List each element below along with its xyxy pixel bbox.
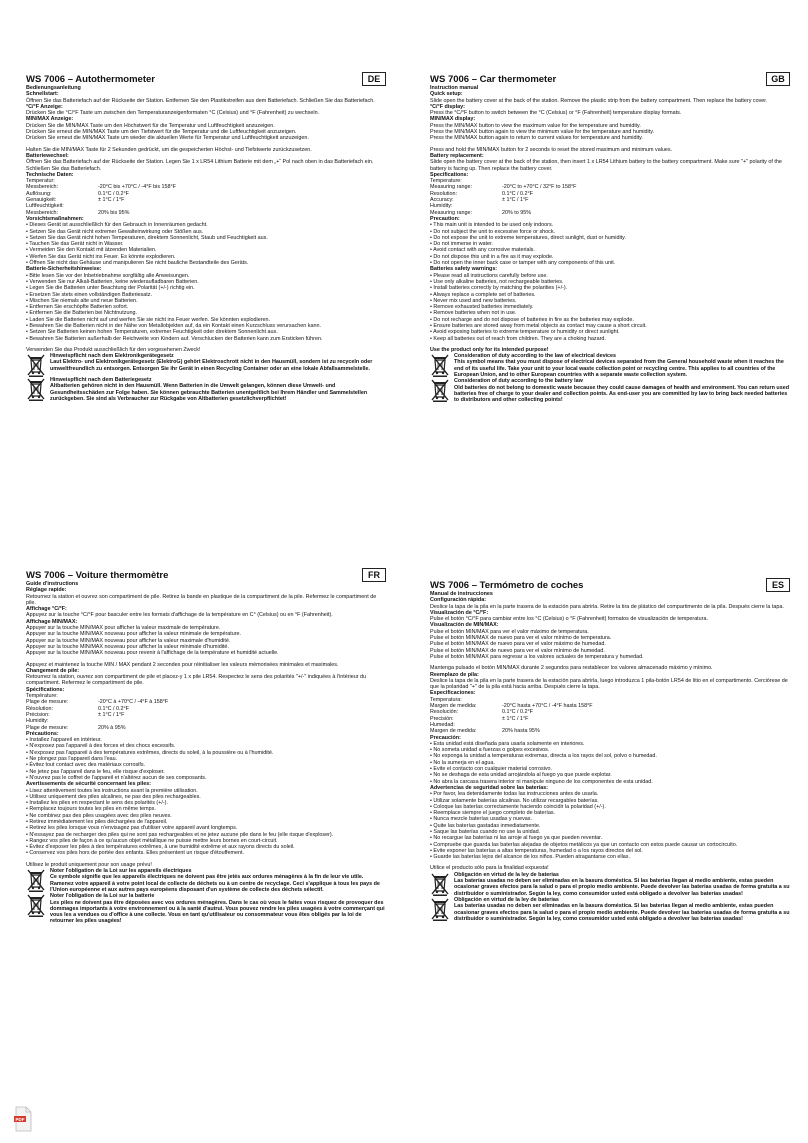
list-item: • Remove batteries when not in use. — [430, 310, 517, 317]
minmax-hold-text: Press and hold the MIN/MAX button for 2 seconds to reset the stored maximum and minimum values. — [430, 146, 673, 153]
intended-use-text: Verwenden Sie das Produkt ausschließlich für den vorgesehenen Zweck! — [26, 346, 201, 353]
crossed-bin-icon — [430, 872, 450, 896]
battery-replacement-text: Slide open the battery cover at the back of the station, then insert 1 x LR54 Lithium battery to the battery compartment. Make sure "+" polarity of the battery is facing up. Then replace the battery cover. — [430, 159, 782, 172]
crossed-bin-battery-icon — [26, 377, 46, 401]
list-item: • Avoid contact with any corrosive materials. — [430, 247, 535, 254]
list-item: • Installez l'appareil en intérieur. — [26, 737, 102, 744]
spec-label: Precisión: — [430, 715, 454, 722]
cf-display-title: Visualización de °C/°F: — [430, 609, 489, 616]
battery-law-notice — [430, 897, 790, 922]
spec-value: ± 1°C / 1°F — [502, 197, 529, 204]
list-item: • Ne plongez pas l'appareil dans l'eau. — [26, 756, 118, 763]
battery-safety-title: Advertencias de seguridad sobre las baterías: — [430, 784, 549, 791]
minmax-line: Drücken Sie erneut die MIN/MAX Taste um wieder die aktuellen Werte für Temperatur und Luftfeuchtigkeit anzuzeigen. — [26, 135, 309, 142]
language-badge: DE — [362, 72, 386, 86]
list-item: • Retirez immédiatement les piles déchargées de l'appareil. — [26, 818, 168, 825]
spec-label: Température: — [26, 693, 58, 700]
minmax-line: Drücken Sie die MIN/MAX Taste um den Höchstwert für die Temperatur und Luftfeuchtigkeit anzuzeigen. — [26, 122, 275, 129]
list-item: • Laden Sie die Batterien nicht auf und werfen Sie sie nicht ins Feuer werfen. Sie könnten explodieren. — [26, 316, 271, 323]
spec-label: Luftfeuchtigkeit: — [26, 203, 64, 210]
battery-replacement-title: Batteriewechsel: — [26, 152, 69, 159]
battery-safety-list — [430, 791, 790, 860]
minmax-title: MIN/MAX display: — [430, 116, 476, 123]
spec-label: Temperatur: — [26, 178, 55, 185]
list-item: • Conservez vos piles hors de portée des enfants. Elles présentent un risque d'étouffement. — [26, 850, 244, 857]
weee-notice-text: Consideration of duty according to the law of electrical devices This symbol means that you must dispose of electrical devices separated from the General household waste when it reaches the end of its useful life. Take your unit to your local waste collection point or recycling centre. This applies to all countries of the European Union, and to other European countries with a separate waste collection system. — [454, 353, 784, 379]
cf-display-title: Affichage °C/°F: — [26, 606, 67, 613]
battery-safety-title: Avertissements de sécurité concernant les piles: — [26, 781, 152, 788]
weee-notice-text: Hinweispflicht nach dem Elektronikgerätegesetz Laut Elektro- und Elektronikgerätegesetz (ElektroG) gehört Elektroschrott nicht in den Hausmüll, sondern ist zu recyceln oder umweltfreundlich zu entsorgen. Entsorgen Sie ihr Gerät in einen Recycling Container oder an eine lokale Abfallsammelstelle. — [50, 353, 373, 372]
spec-label: Measuring range: — [430, 209, 472, 216]
list-item: • Setzen Sie das Gerät nicht extremer Gewalteinwirkung oder Stößen aus. — [26, 228, 204, 235]
battery-replacement-text: Öffnen Sie das Batteriefach auf der Rückseite der Station. Legen Sie 1 x LR54 Lithium Batterie mit dem „+“ Pol nach oben in das Batteriefach ein. Schließen Sie das Batteriefach. — [26, 159, 374, 172]
weee-notice — [430, 872, 790, 897]
quick-setup-title: Réglage rapide: — [26, 587, 67, 594]
intended-use-text: Utilice el producto sólo para la finalidad expuesta! — [430, 865, 549, 872]
list-item: • Évitez d'exposer les piles à des températures extrêmes, à une humidité extrême et aux rayons directs du soleil. — [26, 844, 295, 851]
section-title: WS 7006 – Car thermometer — [430, 74, 557, 85]
precaution-title: Precaución: — [430, 734, 461, 741]
minmax-line: Press the MIN/MAX button again to view the minimum value for the temperature and humidity. — [430, 129, 655, 136]
spec-value: 0.1°C / 0.2°F — [502, 709, 533, 716]
cf-display-title: °C/°F Anzeige: — [26, 103, 63, 110]
minmax-line: Press the MIN/MAX button again to return to current values for temperature and humidity. — [430, 135, 643, 142]
battery-replacement-title: Reemplazo de pila: — [430, 671, 479, 678]
precaution-list — [430, 741, 790, 785]
list-item: • Évitez tout contact avec des matériaux corrosifs. — [26, 762, 146, 769]
spec-value: 20% hasta 95% — [502, 728, 540, 735]
crossed-bin-icon — [26, 868, 46, 892]
list-item: • Entfernen Sie erschöpfte Batterien sofort. — [26, 304, 129, 311]
spec-label: Accuracy: — [430, 197, 454, 204]
section-title: WS 7006 – Termómetro de coches — [430, 580, 584, 591]
list-item: • Setzen Sie Batterien keinen hohen Temperaturen, extremer Feuchtigkeit oder direktem Sonnenlicht aus. — [26, 329, 278, 336]
list-item: • Reemplace siempre el juego completo de baterías. — [430, 810, 556, 817]
manual-subtitle: Manual de instrucciones — [430, 591, 493, 597]
spec-value: ± 1°C / 1°F — [98, 197, 125, 204]
intended-use-text: Use the product only for its intended purpose! — [430, 346, 549, 353]
list-item: • Utilisez uniquement des piles alcalines, ne pas des piles rechargeables. — [26, 793, 201, 800]
manual-subtitle: Bedienungsanleitung — [26, 85, 81, 91]
precaution-list — [430, 222, 790, 266]
list-item: • Guarde las baterías lejos del alcance de los niños. Pueden atragantarse con ellas. — [430, 854, 630, 861]
section-english — [430, 74, 790, 404]
spec-value: 20% to 95% — [502, 209, 532, 216]
spec-value: 0.1°C / 0.2°F — [98, 705, 129, 712]
precaution-title: Précautions: — [26, 730, 59, 737]
list-item: • Remove exhausted batteries immediately. — [430, 304, 534, 311]
specifications-table — [26, 178, 176, 216]
weee-notice-text: Noter l'obligation de la Loi sur les appareils électriques Ce symbole signifie que les appareils électriques ne doivent pas être jetés aux ordures ménagères à la fin de leur vie utile. Ramenez votre appareil à votre point local de collecte de déchets ou à un centre de recyclage. Ceci s'applique à tous les pays de l'Union européenne et aux autres pays européens disposant d'un système de collecte des déchets sélectif. — [50, 868, 380, 893]
quick-setup-title: Configuración rápida: — [430, 597, 487, 604]
specifications-title: Technische Daten: — [26, 171, 74, 178]
list-item: • Bewahren Sie Batterien außerhalb der Reichweite von Kindern auf. Verschlucken der Batterien kann zum Ersticken führen. — [26, 335, 323, 342]
manual-subtitle: Guide d'instructions — [26, 581, 79, 587]
minmax-hold-text: Mantenga pulsado el botón MIN/MAX durante 2 segundos para restablecer los valores almacenado máximo y mínimo. — [430, 665, 713, 672]
list-item: • Installez les piles en respectant le sens des polarités (+/-). — [26, 800, 168, 807]
specifications-table — [26, 693, 168, 731]
battery-law-notice — [26, 377, 386, 402]
svg-text:PDF: PDF — [15, 1116, 25, 1122]
list-item: • Öffnen Sie nicht das Gehäuse und manipulieren Sie nicht bauliche Bestandteile des Geräts. — [26, 260, 249, 267]
battery-safety-title: Batterie-Sicherheitshinweise: — [26, 266, 102, 273]
list-item: • Verwenden Sie nur Alkali-Batterien, keine wiederaufladbaren Batterien. — [26, 278, 199, 285]
minmax-line: Appuyer sur la touche MIN/MAX pour afficher la valeur maximale de température. — [26, 625, 221, 632]
crossed-bin-icon — [430, 353, 450, 377]
list-item: • Compruebe que guarda las baterías alejadas de objetos metálicos ya que un contacto con estos puede causar un cortocircuito. — [430, 841, 738, 848]
specifications-table — [430, 178, 576, 216]
spec-value: 20% bis 95% — [98, 209, 130, 216]
list-item: • Use only alkaline batteries, not rechargeable batteries. — [430, 278, 564, 285]
list-item: • Do not dispose this unit in a fire as it may explode. — [430, 253, 554, 260]
spec-value: -20°C à +70°C / -4°F à 158°F — [98, 699, 169, 706]
list-item: • Legen Sie die Batterien unter Beachtung der Polarität (+/-) richtig ein. — [26, 285, 195, 292]
battery-law-text: Hinweispflicht nach dem Batteriegesetz Altbatterien gehören nicht in den Hausmüll. Wenn Batterien in die Umwelt gelangen, können diese Umwelt- und Gesundheitsschäden zur Folge haben. Sie können gebrauchte Batterien unentgeltlich bei Ihrem Händler und Sammelstellen zurückgeben. Sie sind als Verbraucher zur Rückgabe von Altbatterien gesetzlichverpflichtet! — [50, 377, 368, 403]
precaution-list — [26, 737, 386, 781]
list-item: • No se deshaga de esta unidad arrojándola al fuego ya que puede explotar. — [430, 772, 612, 779]
list-item: • Do not immerse in water. — [430, 241, 494, 248]
spec-label: Margen de medida: — [430, 728, 477, 735]
list-item: • Quite las baterías gastadas inmediatamente. — [430, 822, 541, 829]
weee-notice-text: Obligación en virtud de la ley de baterias Las baterías usadas no deben ser eliminadas en la basura doméstica. Si las baterias llegan al medio ambiente, estas pueden ocasionar graves efectos para la salud o para el propio medio ambiente. Puede devolver las baterias usadas de forma gratuita a su distribuidor o suministrador. Según la ley, como consumidor usted está obligado a devolver las baterías usadas! — [454, 871, 790, 897]
minmax-title: MIN/MAX Anzeige: — [26, 116, 74, 123]
crossed-bin-battery-icon — [26, 893, 46, 917]
specifications-title: Especificaciones: — [430, 690, 476, 697]
cf-display-text: Drücken Sie die °C/°F Taste um zwischen den Temperaturanzeigenformaten °C (Celsius) und °F (Fahrenheit) zu wechseln. — [26, 110, 320, 117]
section-spanish — [430, 580, 790, 922]
crossed-bin-battery-icon — [430, 897, 450, 921]
list-item: • Ensure batteries are stored away from metal objects as contact may cause a short circuit. — [430, 322, 647, 329]
minmax-line: Pulse el botón MIN/MAX de nuevo para ver el valor mínimo de temperatura. — [430, 635, 612, 642]
list-item: • Do not open the inner back case or tamper with any components of this unit. — [430, 260, 616, 267]
list-item: • N'exposez pas l'appareil à des températures extrêmes, directs du soleil, à la poussière ou à l'humidité. — [26, 749, 274, 756]
spec-label: Humidity: — [430, 203, 453, 210]
list-item: • Please read all instructions carefully before use. — [430, 272, 548, 279]
spec-label: Humidity: — [26, 718, 49, 725]
minmax-line: Press the MIN/MAX button to view the maximum value for the temperature and humidity. — [430, 122, 641, 129]
spec-label: Messbereich: — [26, 209, 59, 216]
spec-value: 20% à 95% — [98, 724, 126, 731]
list-item: • Bitte lesen Sie vor der Inbetriebnahme sorgfältig alle Anweisungen. — [26, 272, 190, 279]
list-item: • Rangez vos piles de façon à ce qu'aucun objet métallique ne puisse mettre leurs bornes en court-circuit. — [26, 837, 278, 844]
battery-replacement-text: Retournez la station, ouvrez son compartiment de pile et placez-y 1 x pile LR54. Respectez le sens des polarités "+/-" indiquées à l'intérieur du compartiment. Refermez le compartiment de pile. — [26, 674, 367, 687]
quick-setup-text: Öffnen Sie das Batteriefach auf der Rückseite der Station. Entfernen Sie den Plastikstreifen aus dem Batteriefach. Schließen Sie das Batteriefach. — [26, 97, 375, 104]
list-item: • Always replace a complete set of batteries. — [430, 291, 536, 298]
minmax-line: Appuyer sur la touche MIN/MAX nouveau pour afficher la valeur minimale de température. — [26, 631, 242, 638]
minmax-line: Appuyer sur la touche MIN/MAX nouveau pour revenir à l'affichage de la température et humidité actuelle. — [26, 650, 279, 657]
list-item: • Remplacez toujours toutes les piles en même temps. — [26, 806, 156, 813]
crossed-bin-icon — [26, 353, 46, 377]
battery-replacement-text: Deslice la tapa de la pila en la parte trasera de la estación para abrirla, luego introduzca 1 pila-botón LR54 de litio en el compartimento. Cerciórese de que la polaridad "+" de la pila está hacia arriba. Después cierre la tapa. — [430, 677, 788, 691]
battery-law-text: Consideration of duty according to the battery law Old batteries do not belong to domestic waste because they could cause damages of health and environment. You can return used batteries free of charge to your dealer and collection points. As end-user you are committed by law to bring back needed batteries to distributors and other collecting points! — [454, 378, 789, 404]
quick-setup-text: Deslice la tapa de la pila en la parte trasera de la estación para abrirla. Retire la tira de plástico del compartimento de la pila. Después cierre la tapa. — [430, 603, 784, 610]
list-item: • Ne jetez pas l'appareil dans le feu, elle risque d'exploser. — [26, 768, 165, 775]
list-item: • No someta unidad a fuerzas o golpes excesivos. — [430, 747, 550, 754]
spec-label: Plage de mesure: — [26, 699, 69, 706]
spec-value: -20°C hasta +70°C / -4°F hasta 158°F — [502, 703, 593, 710]
spec-value: -20°C bis +70°C / -4°F bis 158°F — [98, 184, 176, 191]
specifications-table — [430, 697, 593, 735]
battery-safety-list — [26, 273, 386, 342]
quick-setup-text: Slide open the battery cover at the back of the station. Remove the plastic strip from the battery compartment. Then replace the battery cover. — [430, 97, 768, 104]
specifications-title: Specifications: — [430, 171, 469, 178]
cf-display-text: Appuyez sur la touche °C/°F pour basculer entre les formats d'affichage de la température en C° (Celsius) ou en °F (Fahrenheit). — [26, 612, 333, 619]
list-item: • Do not expose the unit to extreme temperatures, direct sunlight, dust or humidity. — [430, 234, 626, 241]
list-item: • Never mix used and new batteries. — [430, 297, 517, 304]
spec-row — [26, 699, 168, 705]
minmax-line: Drücken Sie erneut die MIN/MAX Taste um den Tiefstwert für die Temperatur und die Luftfeuchtigkeit anzuzeigen. — [26, 129, 297, 136]
crossed-bin-battery-icon — [430, 378, 450, 402]
spec-value: ± 1°C / 1°F — [98, 711, 125, 718]
list-item: • N'ouvrez pas le coffret de l'appareil et n'altérez aucun de ses composants. — [26, 774, 207, 781]
list-item: • Nunca mezcle baterías usadas y nuevas. — [430, 816, 532, 823]
spec-label: Resolución: — [430, 709, 459, 716]
minmax-title: Visualización de MIN/MAX: — [430, 622, 499, 629]
minmax-title: Affichage MIN/MAX: — [26, 618, 78, 625]
quick-setup-title: Schnellstart: — [26, 91, 59, 98]
language-badge: GB — [766, 72, 790, 86]
battery-safety-title: Batteries safety warnings: — [430, 266, 498, 273]
battery-safety-list — [26, 788, 386, 857]
spec-value: -20°C to +70°C / 32°F to 158°F — [502, 184, 577, 191]
minmax-line: Pulse el botón MIN/MAX de nuevo para ver el valor máximo de humedad. — [430, 641, 606, 648]
list-item: • This main unit is intended to be used only indoors. — [430, 222, 554, 229]
battery-law-notice — [26, 893, 386, 924]
spec-label: Measuring range: — [430, 184, 472, 191]
list-item: • Coloque las baterías correctamente haciendo coincidir la polaridad (+/-). — [430, 803, 606, 810]
minmax-line: Appuyer sur la touche MIN/MAX nouveau pour afficher la valeur minimale d'humidité. — [26, 643, 229, 650]
list-item: • Evite exponer las baterías a altas temperaturas, humedad o a los rayos directos del sol. — [430, 847, 643, 854]
battery-law-text: Noter l'obligation de la Loi sur la batterie Les piles ne doivent pas être déposées avec vos ordures ménagères. Dans le cas où vous le faites vous risquez de provoquer des dommages importants à votre environnement ou à la santé d'autrui. Vous pouvez rendre les piles usagées à votre commerçant qui vous les a vendues ou d'office à une collecte. Vous en tant qu'utilisateur ou consommateur vous êtes obligés par la loi de retourner les piles usagées! — [50, 893, 385, 925]
weee-notice — [26, 353, 386, 377]
minmax-hold-text: Appuyez et maintenez la touche MIN / MAX pendant 2 secondes pour réinitialiser les valeurs mémorisées minimales et maximales. — [26, 661, 339, 668]
spec-label: Auflösung: — [26, 190, 52, 197]
spec-label: Plage de mesure: — [26, 724, 69, 731]
section-french — [26, 570, 386, 925]
list-item: • Keep all batteries out of reach from children. They are a choking hazard. — [430, 335, 606, 342]
manual-subtitle: Instruction manual — [430, 85, 479, 91]
language-badge: ES — [766, 578, 790, 592]
list-item: • No exponga la unidad a temperaturas extremas, directa a los rayos del sol, polvo o humedad. — [430, 753, 657, 760]
cf-display-text: Press the °C/°F button to switch between the °C (Celsius) or °F (Fahrenheit) temperature display formats. — [430, 110, 682, 117]
spec-label: Resolution: — [430, 190, 457, 197]
minmax-line: Appuyer sur la touche MIN/MAX nouveau pour afficher la valeur maximale d'humidité. — [26, 637, 231, 644]
precaution-title: Precaution: — [430, 215, 460, 222]
weee-notice — [430, 353, 790, 378]
list-item: • N'essayez pas de recharger des piles qui ne sont pas rechargeables et ne jetez aucune pile dans le feu (elle risque d'exploser). — [26, 831, 334, 838]
spec-value: 0.1°C / 0.2°F — [502, 190, 533, 197]
list-item: • Bewahren Sie die Batterien nicht in der Nähe von Metallobjekten auf, da ein Kontakt einen Kurzschluss verursachen kann. — [26, 322, 321, 329]
list-item: • Esta unidad está diseñada para usarla solamente en interiores. — [430, 740, 585, 747]
precaution-list — [26, 222, 386, 266]
battery-replacement-title: Battery replacement: — [430, 152, 484, 159]
spec-label: Temperatura: — [430, 696, 462, 703]
section-german — [26, 74, 386, 402]
list-item: • Mischen Sie niemals alte und neue Batterien. — [26, 297, 138, 304]
spec-row — [26, 184, 176, 190]
section-title: WS 7006 – Voiture thermomètre — [26, 570, 169, 581]
list-item: • Do not subject the unit to excessive force or shock. — [430, 228, 556, 235]
list-item: • Do not recharge and do not dispose of batteries in fire as the batteries may explode. — [430, 316, 634, 323]
battery-safety-list — [430, 273, 790, 342]
spec-row — [430, 184, 576, 190]
list-item: • Setzen Sie das Gerät nicht hohen Temperaturen, direktem Sonnenlicht, Staub und Feuchtigkeit aus. — [26, 234, 268, 241]
list-item: • N'exposez pas l'appareil à des forces et des chocs excessifs. — [26, 743, 176, 750]
list-item: • Retirez les piles lorsque vous n'envisagez pas d'utiliser votre appareil avant longtemps. — [26, 825, 238, 832]
list-item: • Lisez attentivement toutes les instructions avant la première utilisation. — [26, 787, 198, 794]
minmax-line: Pulse el botón MIN/MAX de nuevo para ver el valor mínimo de humedad. — [430, 647, 605, 654]
spec-label: Temperature: — [430, 178, 462, 185]
cf-display-text: Pulse el botón °C/°F para cambiar entre los °C (Celsius) o °F (Fahrenheit) formatos de visualización de temperatura. — [430, 616, 708, 623]
spec-value: 0.1°C / 0.2°F — [98, 190, 129, 197]
specifications-title: Spécifications: — [26, 686, 65, 693]
language-badge: FR — [362, 568, 386, 582]
list-item: • Ne combinez pas des piles usagées avec des piles neuves. — [26, 812, 172, 819]
spec-label: Humedad: — [430, 721, 455, 728]
list-item: • Entfernen Sie die Batterien bei Nichtnutzung. — [26, 310, 137, 317]
list-item: • No abra la carcasa trasera interior ni manipule ninguno de los componentes de esta unidad. — [430, 778, 653, 785]
list-item: • Evite el contacto con cualquier material corrosivo. — [430, 766, 553, 773]
list-item: • Dieses Gerät ist ausschließlich für den Gebrauch in Innenräumen gedacht. — [26, 222, 208, 229]
list-item: • No recargue las baterías ni las arroje al fuego ya que pueden reventar. — [430, 835, 603, 842]
list-item: • Werfen Sie das Gerät nicht ins Feuer. Es könnte explodieren. — [26, 253, 176, 260]
list-item: • No la sumerja en el agua. — [430, 759, 495, 766]
list-item: • Avoid exposing batteries to extreme temperature or humidity or direct sunlight. — [430, 329, 620, 336]
intended-use-text: Utilisez le produit uniquement pour son usage prévu! — [26, 861, 152, 868]
spec-label: Résolution: — [26, 705, 53, 712]
spec-label: Messbereich: — [26, 184, 59, 191]
battery-law-text: Obligación en virtud de la ley de baterias Las baterías usadas no deben ser eliminadas en la basura doméstica. Si las baterias llegan al medio ambiente, estas pueden ocasionar graves efectos para la salud o para el propio medio ambiente. Puede devolver las baterias usadas de forma gratuita a su distribuidor o suministrador. Según la ley, como consumidor usted está obligado a devolver las baterías usadas! — [454, 896, 790, 922]
spec-value: ± 1°C / 1°F — [502, 715, 529, 722]
list-item: • Por favor, lea detenidamente todas las instrucciones antes de usarla. — [430, 791, 599, 798]
quick-setup-text: Retournez la station et ouvrez son compartiment de pile. Retirez la bande en plastique de la compartiment de la pile. Refermez le compartiment de pile. — [26, 593, 377, 606]
spec-label: Genauigkeit: — [26, 197, 57, 204]
minmax-line: Pulse el botón MIN/MAX para regresar a los valores actuales de temperatura y humedad. — [430, 653, 644, 660]
battery-law-notice — [430, 378, 790, 403]
battery-replacement-title: Changement de pile: — [26, 667, 80, 674]
list-item: • Saque las baterías cuando no use la unidad. — [430, 828, 541, 835]
list-item: • Vermeiden Sie den Kontakt mit ätzenden Materialien. — [26, 247, 157, 254]
section-title: WS 7006 – Autothermometer — [26, 74, 155, 85]
list-item: • Install batteries correctly by matching the polarities (+/-). — [430, 285, 568, 292]
minmax-line: Pulse el botón MIN/MAX para ver el valor máximo de temperatura. — [430, 628, 589, 635]
minmax-hold-text: Halten Sie die MIN/MAX Taste für 2 Sekunden gedrückt, um die gespeicherten Höchst- und Tiefstwerte zurückzusetzen. — [26, 146, 312, 153]
pdf-icon — [14, 1106, 32, 1132]
list-item: • Utilizar solamente baterías alcalinas. No utilizar recargables baterías. — [430, 797, 599, 804]
weee-notice — [26, 868, 386, 893]
quick-setup-title: Quick setup: — [430, 91, 463, 98]
cf-display-title: °C/°F display: — [430, 103, 465, 110]
list-item: • Ersetzen Sie stets einen vollständigen Batteriesatz. — [26, 291, 152, 298]
spec-label: Précision: — [26, 711, 50, 718]
list-item: • Tauchen Sie das Gerät nicht in Wasser. — [26, 241, 124, 248]
spec-label: Margen de medida: — [430, 703, 477, 710]
precaution-title: Vorsichtsmaßnahmen: — [26, 215, 84, 222]
